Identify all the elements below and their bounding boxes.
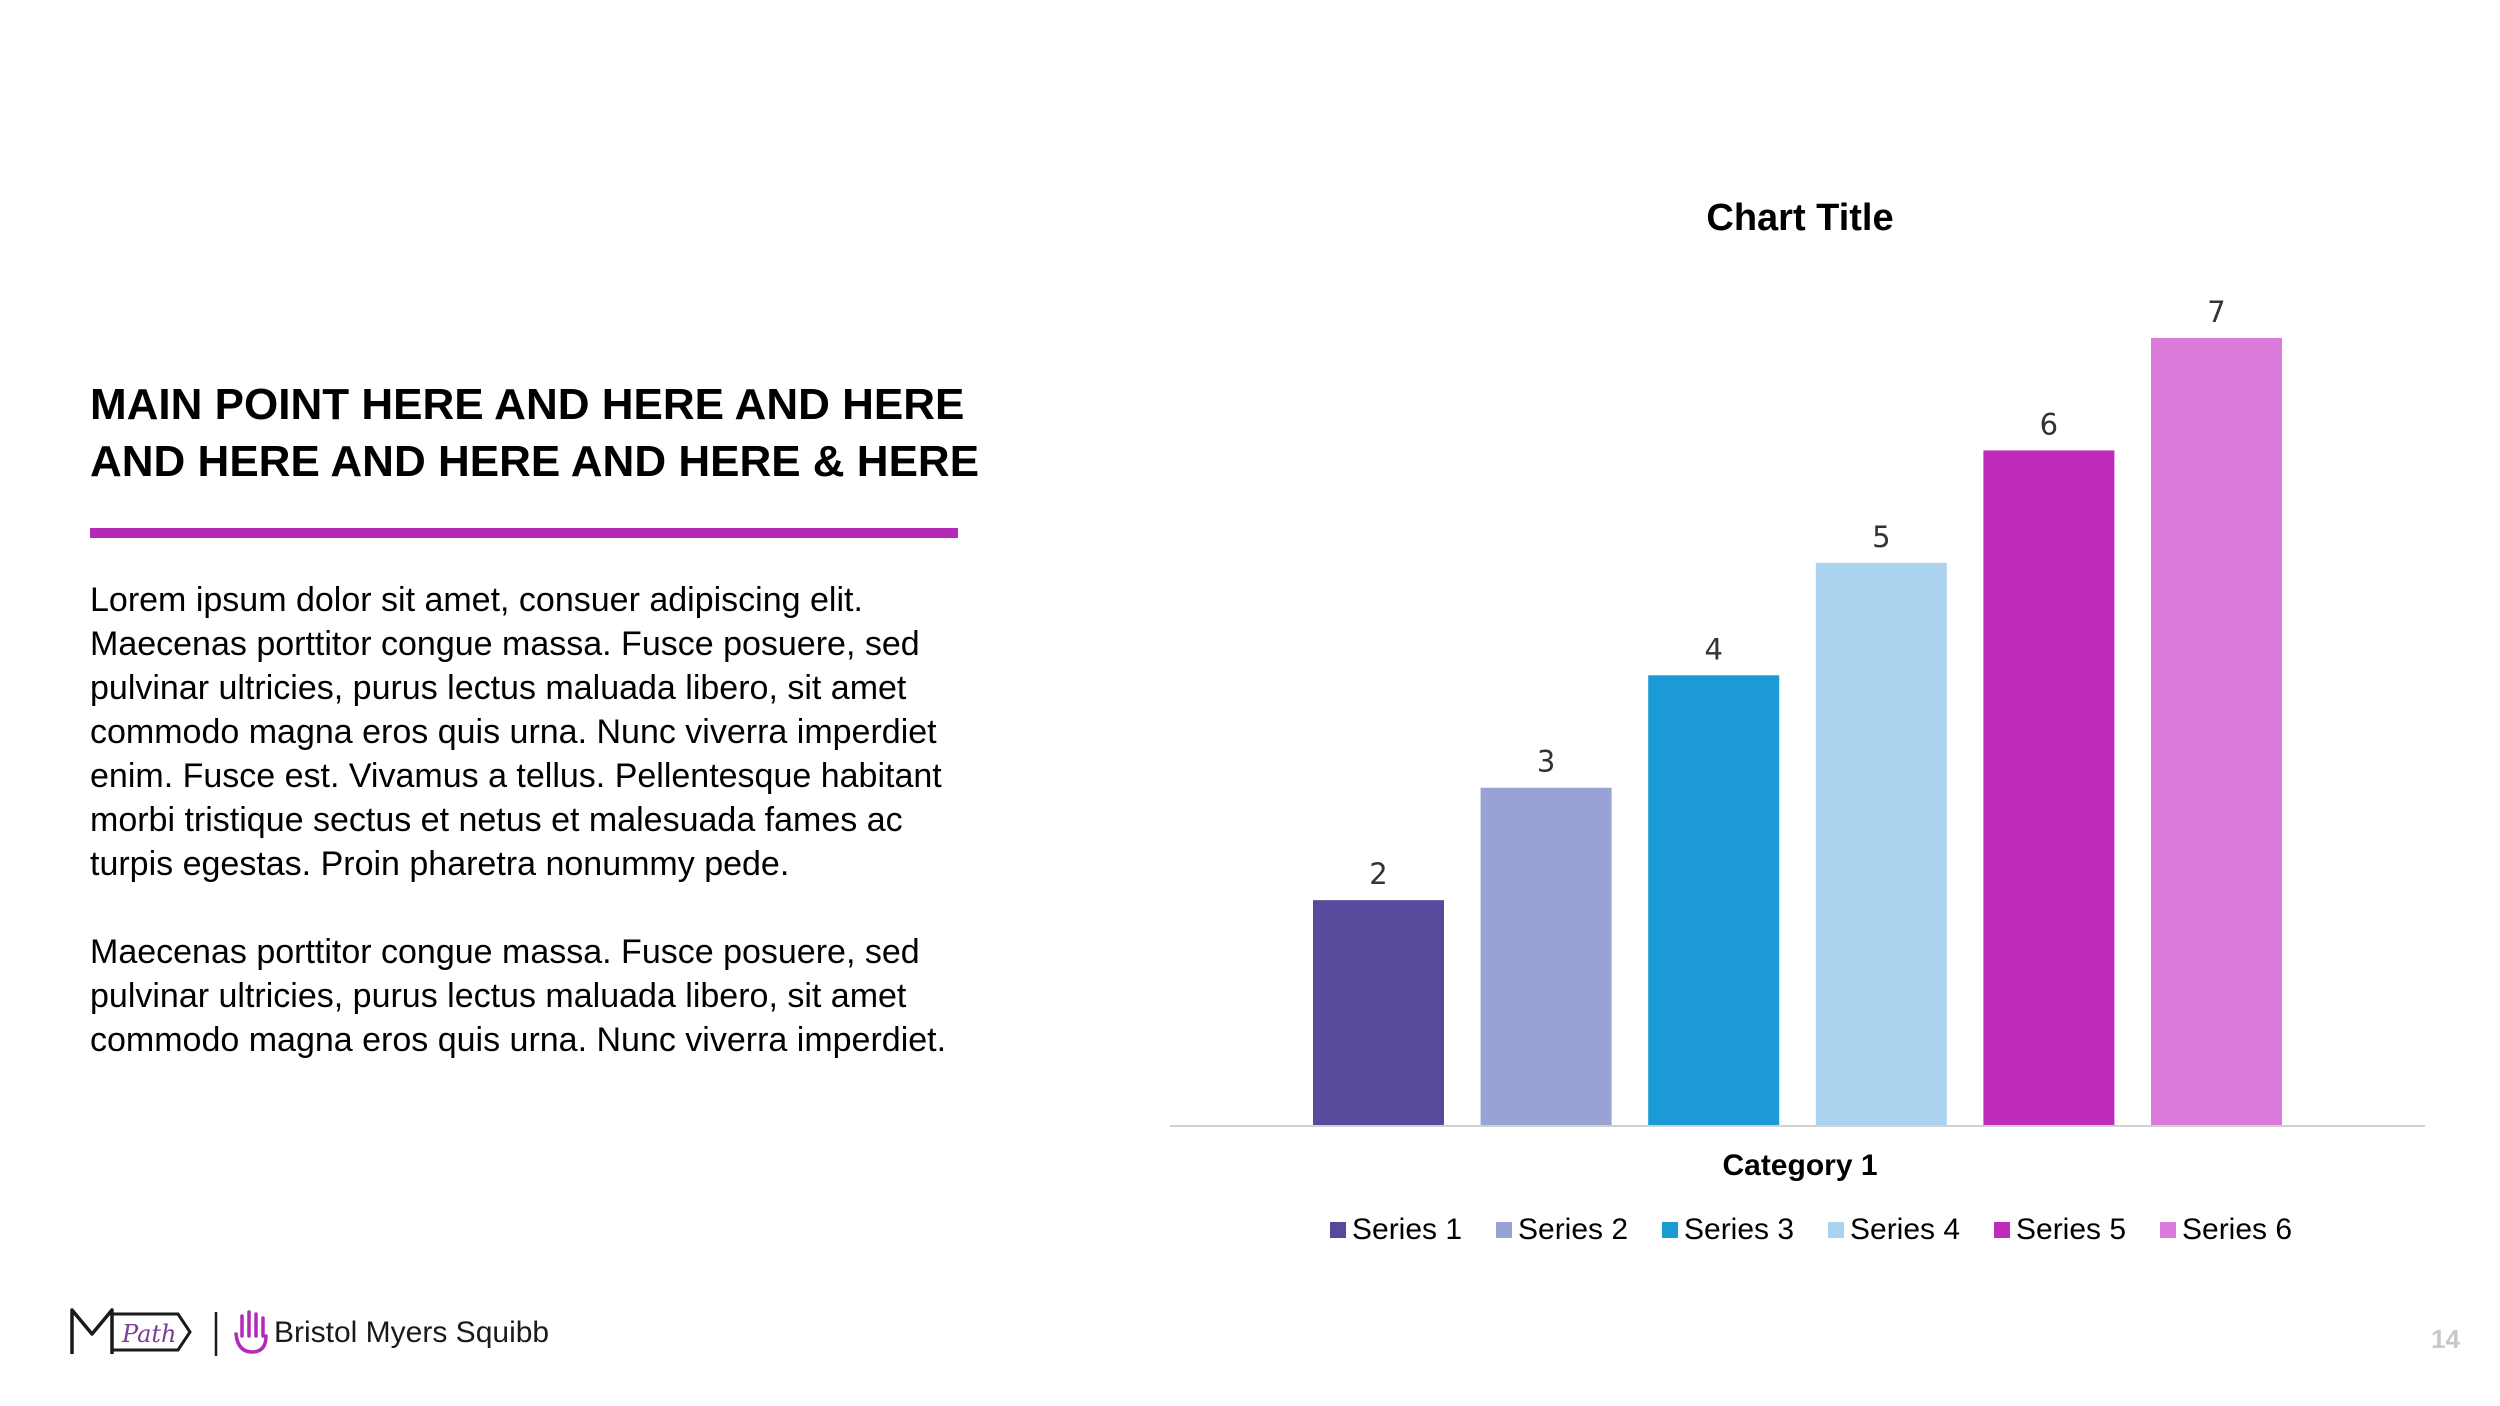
bms-logo-text: Bristol Myers Squibb (274, 1316, 550, 1349)
legend-swatch (1662, 1222, 1678, 1238)
legend-swatch (1828, 1222, 1844, 1238)
body-text (90, 578, 1010, 1062)
headline-line: AND HERE AND HERE AND HERE & HERE (90, 437, 980, 486)
page-number: 14 (2431, 1324, 2460, 1354)
bar (1983, 450, 2114, 1125)
data-label: 2 (1369, 857, 1388, 892)
x-tick-label: Category 1 (1722, 1149, 1878, 1182)
body-line: turpis egestas. Proin pharetra nonummy pede. (90, 845, 790, 883)
bar (1648, 675, 1779, 1125)
body-line: commodo magna eros quis urna. Nunc viverra imperdiet. (90, 1021, 947, 1059)
data-label: 3 (1536, 744, 1556, 779)
bar (1481, 788, 1612, 1125)
legend-swatch (1330, 1222, 1346, 1238)
data-label: 5 (1872, 519, 1891, 554)
headline (90, 376, 1010, 490)
legend-label: Series 6 (2182, 1213, 2293, 1246)
body-line: Maecenas porttitor congue massa. Fusce posuere, sed (90, 933, 920, 971)
body-line: Maecenas porttitor congue massa. Fusce posuere, sed (90, 625, 920, 663)
legend-label: Series 4 (1850, 1213, 1961, 1246)
bar (2151, 338, 2282, 1125)
body-line: pulvinar ultricies, purus lectus maluada libero, sit amet (90, 977, 907, 1015)
body-line: enim. Fusce est. Vivamus a tellus. Pellentesque habitant (90, 757, 942, 795)
headline-line: MAIN POINT HERE AND HERE AND HERE (90, 380, 965, 429)
legend-label: Series 3 (1684, 1213, 1795, 1246)
bar (1816, 563, 1947, 1125)
legend-swatch (2160, 1222, 2176, 1238)
bar (1313, 900, 1444, 1125)
data-label: 4 (1704, 632, 1723, 667)
body-line: pulvinar ultricies, purus lectus maluada libero, sit amet (90, 669, 907, 707)
mpath-logo-text: Path (122, 1320, 177, 1348)
footer-logos (70, 1306, 550, 1362)
chart-title: Chart Title (1706, 197, 1894, 239)
body-line: commodo magna eros quis urna. Nunc viverra imperdiet (90, 713, 937, 751)
data-label: 6 (2039, 407, 2059, 442)
bms-hand-icon (236, 1312, 266, 1352)
accent-divider (90, 528, 958, 538)
legend-label: Series 5 (2016, 1213, 2127, 1246)
legend-label: Series 2 (1518, 1213, 1629, 1246)
legend-label: Series 1 (1352, 1213, 1463, 1246)
legend-swatch (1994, 1222, 2010, 1238)
bar-chart (1160, 180, 2460, 1270)
body-line: Lorem ipsum dolor sit amet, consuer adipiscing elit. (90, 581, 863, 619)
body-line: morbi tristique sectus et netus et malesuada fames ac (90, 801, 903, 839)
data-label: 7 (2207, 295, 2226, 329)
legend-swatch (1496, 1222, 1512, 1238)
mpath-logo (72, 1310, 190, 1354)
paragraph-gap (90, 886, 1010, 930)
